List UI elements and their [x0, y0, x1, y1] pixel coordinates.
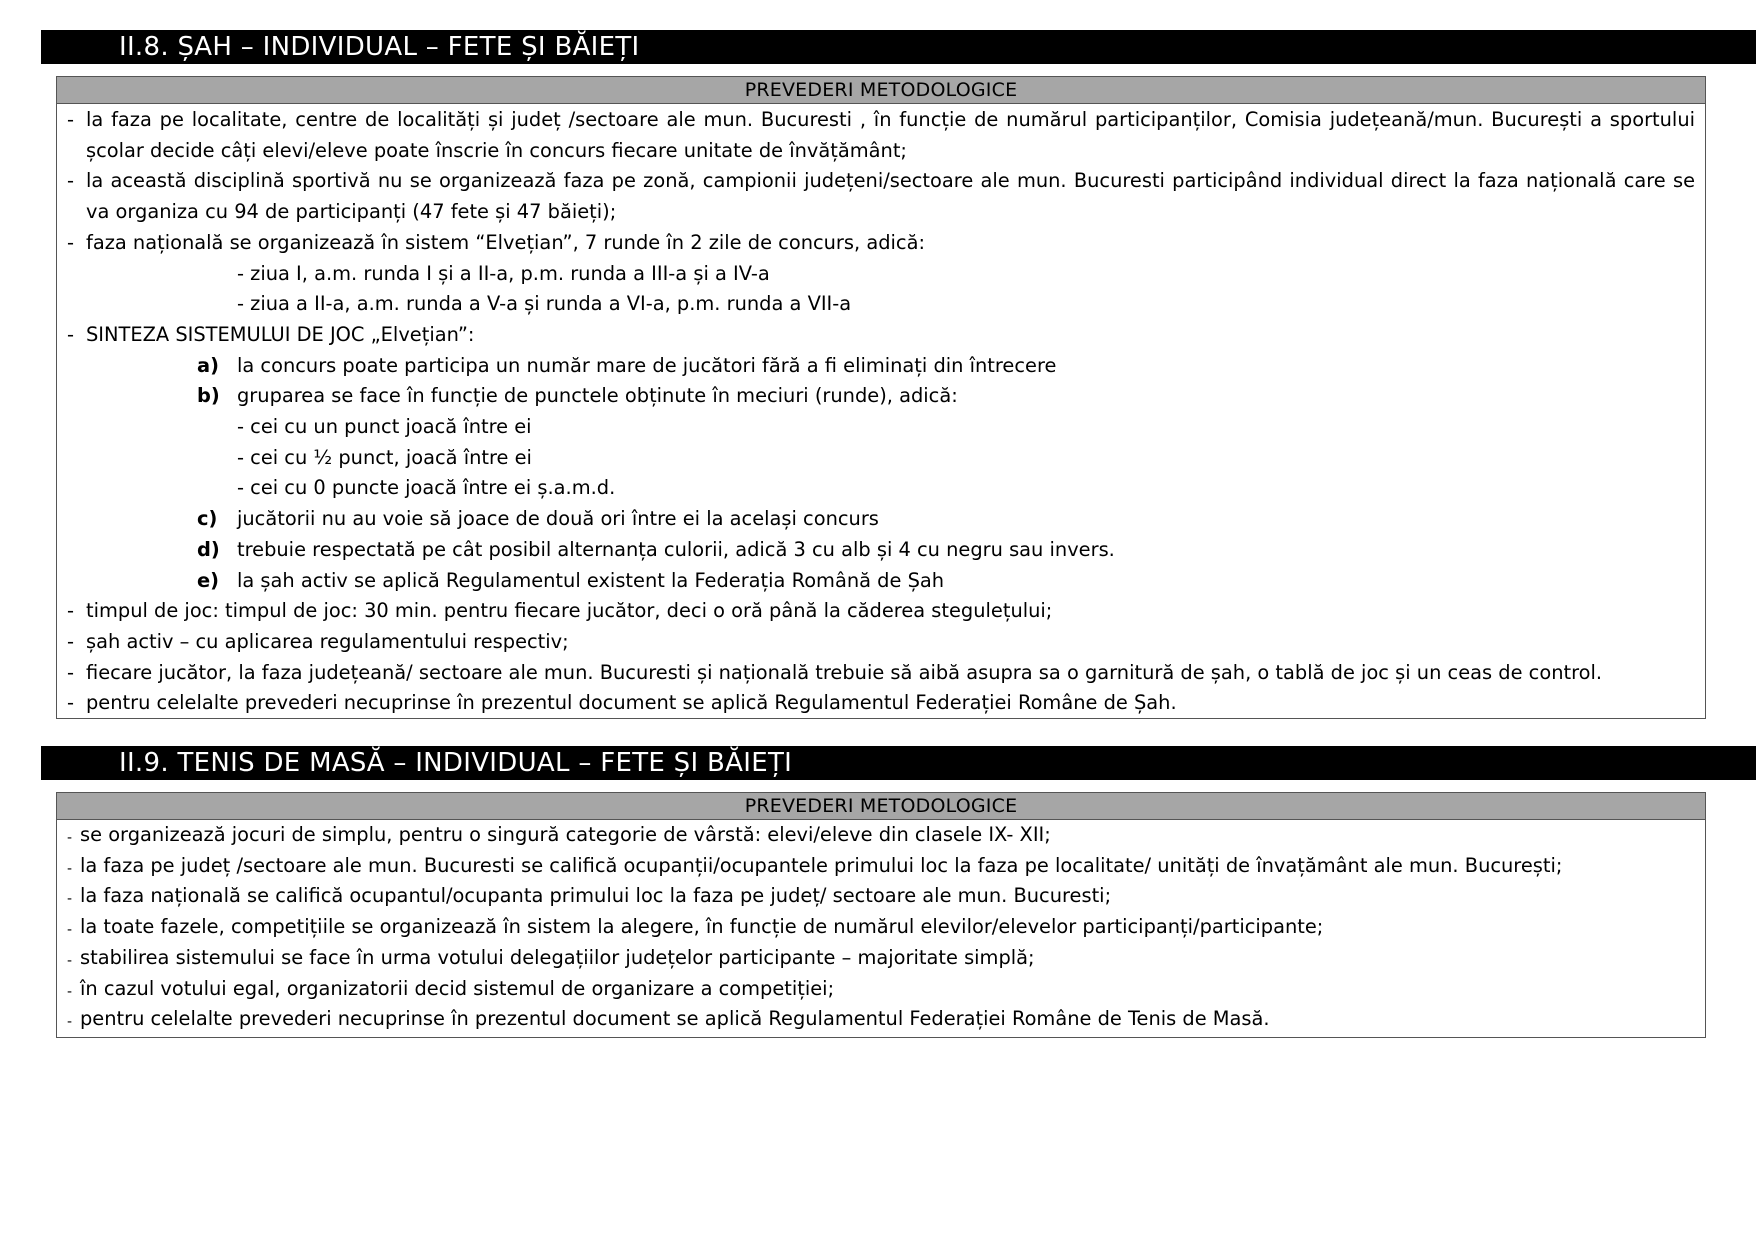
list-item-text: la toate fazele, competițiile se organizează în sistem la alegere, în funcție de numărul elevilor/elevelor participanți/participante; [80, 915, 1324, 939]
dash-bullet: - [67, 660, 74, 684]
letter-label: c) [197, 507, 218, 531]
lettered-item-text: trebuie respectată pe cât posibil alternanța culorii, adică 3 cu alb și 4 cu negru sau invers. [237, 537, 1115, 561]
list-item [67, 943, 1695, 974]
dash-bullet: - [67, 891, 73, 908]
sah-provisions-box [56, 76, 1706, 719]
grouping-rule-line: - cei cu ½ punct, joacă între ei [237, 445, 532, 469]
dash-bullet: - [67, 830, 73, 846]
dash-bullet: - [67, 230, 74, 254]
list-item-text: la faza națională se califică ocupantul/ocupanta primului loc la faza pe județ/ sectoare ale mun. Bucuresti; [80, 884, 1112, 908]
list-item-text: fiecare jucător, la faza județeană/ sectoare ale mun. Bucuresti și națională trebuie să aibă asupra sa o garnitură de șah, o tablă de joc și un ceas de control. [86, 660, 1603, 684]
dash-bullet: - [67, 599, 74, 623]
lettered-item-text: la șah activ se aplică Regulamentul existent la Federația Română de Șah [237, 568, 945, 592]
dash-bullet: - [67, 983, 73, 1000]
sah-box-body [57, 104, 1705, 723]
list-item-text: la faza pe localitate, centre de localități și județ /sectoare ale mun. Bucuresti , în funcție de numărul participanților, Comisia județeană/mun. București a sportului școlar decide câți elevi/eleve poate înscrie în concurs fiecare unitate de învățământ; [86, 108, 1695, 162]
dash-bullet: - [67, 860, 73, 877]
lettered-item-text: jucătorii nu au voie să joace de două ori între ei la același concurs [237, 507, 879, 531]
grouping-rule-line: - cei cu un punct joacă între ei [237, 415, 532, 439]
list-item [67, 320, 1695, 351]
dash-bullet: - [67, 691, 74, 715]
list-item [67, 228, 1695, 259]
list-item [67, 881, 1695, 912]
lettered-item-d [67, 535, 1695, 566]
letter-label: a) [197, 353, 219, 377]
dash-bullet: - [67, 952, 73, 969]
list-item [67, 851, 1695, 882]
list-item-text: faza națională se organizează în sistem “Elvețian”, 7 runde în 2 zile de concurs, adică: [86, 230, 925, 254]
dash-bullet: - [67, 108, 74, 131]
lettered-item-text: gruparea se face în funcție de punctele obținute în meciuri (runde), adică: [237, 384, 958, 408]
day-schedule-line: - ziua I, a.m. runda I și a II-a, p.m. runda a III-a și a IV-a [237, 261, 770, 285]
tenis-box-body [57, 820, 1705, 1037]
sah-box-header: PREVEDERI METODOLOGICE [57, 77, 1705, 104]
list-item-text: pentru celelalte prevederi necuprinse în prezentul document se aplică Regulamentul Federației Române de Tenis de Masă. [80, 1007, 1270, 1031]
dash-bullet: - [67, 322, 74, 346]
list-item [67, 912, 1695, 943]
tenis-box-header: PREVEDERI METODOLOGICE [57, 793, 1705, 820]
grouping-rule-line: - cei cu 0 puncte joacă între ei ș.a.m.d. [237, 476, 616, 500]
lettered-item-text: la concurs poate participa un număr mare de jucători fără a fi eliminați din întrecere [237, 353, 1057, 377]
lettered-item-e [67, 566, 1695, 597]
list-item-text: în cazul votului egal, organizatorii decid sistemul de organizare a competiției; [80, 976, 835, 1000]
dash-bullet: - [67, 922, 73, 939]
list-item [67, 1004, 1695, 1035]
lettered-item-b [67, 381, 1695, 412]
letter-label: b) [197, 384, 220, 408]
lettered-item-a [67, 351, 1695, 382]
section-title-sah: II.8. ȘAH – INDIVIDUAL – FETE ȘI BĂIEȚI [41, 30, 1756, 64]
day-schedule-line: - ziua a II-a, a.m. runda a V-a și runda a VI-a, p.m. runda a VII-a [237, 292, 852, 316]
list-item-text: pentru celelalte prevederi necuprinse în prezentul document se aplică Regulamentul Federației Române de Șah. [86, 691, 1177, 715]
dash-bullet: - [67, 1014, 73, 1031]
list-item [67, 688, 1695, 719]
list-item [67, 820, 1695, 851]
list-item [67, 627, 1695, 658]
list-item-text: la această disciplină sportivă nu se organizează faza pe zonă, campionii județeni/sectoare ale mun. Bucuresti participând individual direct la faza națională care se va organiza cu 94 de participanți (47 fete și 47 băieți); [86, 169, 1695, 224]
dash-bullet: - [67, 629, 74, 653]
list-item [67, 974, 1695, 1005]
letter-label: e) [197, 568, 220, 592]
synthesis-title: SINTEZA SISTEMULUI DE JOC „Elvețian”: [86, 322, 475, 346]
list-item [67, 166, 1695, 227]
list-item-text: la faza pe județ /sectoare ale mun. Bucuresti se califică ocupanții/ocupantele primului loc la faza pe localitate/ unități de învațământ ale mun. București; [80, 853, 1563, 877]
list-item-text: se organizează jocuri de simplu, pentru o singură categorie de vârstă: elevi/eleve din clasele IX- XII; [80, 823, 1051, 846]
section-title-tenis-de-masa: II.9. TENIS DE MASĂ – INDIVIDUAL – FETE ȘI BĂIEȚI [41, 746, 1756, 780]
list-item [67, 658, 1695, 689]
tenis-provisions-box [56, 792, 1706, 1038]
list-item-text: stabilirea sistemului se face în urma votului delegațiilor județelor participante – majoritate simplă; [80, 945, 1035, 969]
list-item-text: timpul de joc: timpul de joc: 30 min. pentru fiecare jucător, deci o oră până la căderea stegulețului; [86, 599, 1053, 623]
list-item [67, 105, 1695, 166]
lettered-item-c [67, 504, 1695, 535]
letter-label: d) [197, 537, 220, 561]
list-item-text: șah activ – cu aplicarea regulamentului respectiv; [86, 629, 569, 653]
dash-bullet: - [67, 169, 74, 193]
list-item [67, 596, 1695, 627]
